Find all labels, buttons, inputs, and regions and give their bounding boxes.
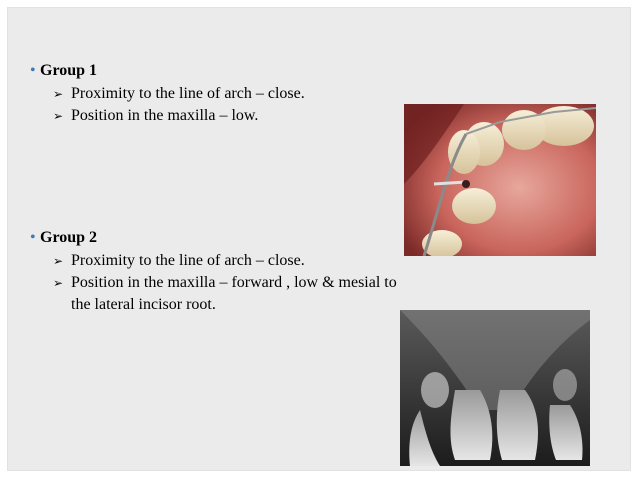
arrowhead-icon: ➢ — [53, 276, 64, 290]
group2-heading — [30, 228, 98, 248]
group2-point-2-continued: the lateral incisor root. — [71, 296, 216, 313]
intraoral-photo — [404, 104, 596, 256]
group1-point-1: ➢ Proximity to the line of arch – close. — [53, 85, 305, 102]
bullet-dot-icon: • — [30, 62, 36, 79]
group1-heading — [30, 61, 98, 81]
bullet-dot-icon: • — [30, 229, 36, 246]
arrowhead-icon: ➢ — [53, 109, 64, 123]
radiograph-image — [400, 310, 590, 466]
group2-point-1: ➢ Proximity to the line of arch – close. — [53, 252, 305, 269]
group1-point-2: ➢ Position in the maxilla – low. — [53, 107, 259, 124]
arrowhead-icon: ➢ — [53, 87, 64, 101]
slide — [8, 8, 630, 470]
arrowhead-icon: ➢ — [53, 254, 64, 268]
group2-title: Group 2 — [40, 229, 98, 246]
group1-title: Group 1 — [40, 62, 98, 79]
group2-point-2: ➢ Position in the maxilla – forward , low & mesial to — [53, 274, 397, 291]
